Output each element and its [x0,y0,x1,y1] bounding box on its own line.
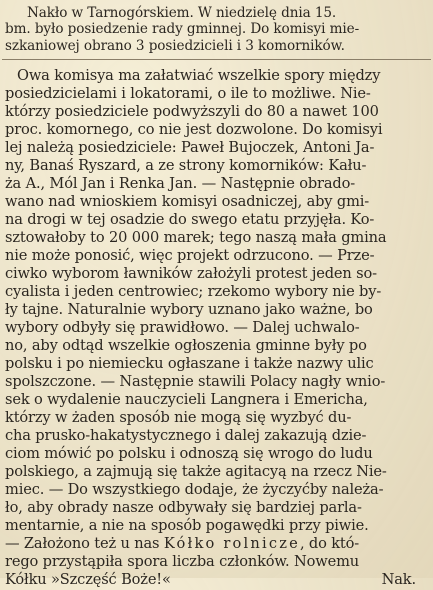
text-segment: — Założono też u nas [5,535,164,552]
text-line: sztowałoby to 20 000 marek; tego naszą mała gmina [5,229,387,246]
text-line: ny, Banaś Ryszard, a ze strony komorników: Kału- [5,157,367,174]
text-line: cha prusko-hakatystycznego i dalej zakazują dzie- [5,427,367,444]
text-line: mentarnie, a nie na sposób pogawędki przy piwie. [5,517,369,534]
closing-text: Kółku »Szczęść Boże!« [5,571,171,588]
signature: Nak. [381,571,416,588]
text-line: rego przystąpiła spora liczba członków. Nowemu [5,553,360,570]
text-line: ły tajne. Naturalnie wybory uznano jako ważne, bo [5,301,373,318]
text-line: wano nad wnioskiem komisyi osadniczej, aby gmi- [5,193,370,210]
text-line: Owa komisya ma załatwiać wszelkie spory między [17,67,381,84]
text-line: sek o wydalenie nauczycieli Langnera i Emericha, [5,391,368,408]
spaced-emphasis: Kółko rolnicze [163,535,300,552]
text-line: którzy w żaden sposób nie mogą się wyzbyć du- [5,409,352,426]
text-line: spolszczone. — Następnie stawili Polacy nagły wnio- [5,373,386,390]
text-line: proc. komornego, co nie jest dozwolone. Do komisyi [5,121,383,138]
text-line: ło, aby obrady nasze odbywały się bardziej parla- [5,499,362,516]
text-line: nie może ponosić, więc projekt odrzucono. — Prze- [5,247,375,264]
text-line: miec. — Do wszystkiego dodaje, że życzyćby należa- [5,481,384,498]
text-line: na drogi w tej osadzie do swego etatu przyjęła. Ko- [5,211,375,228]
text-line: szkaniowej obrano 3 posiedzicieli i 3 komorników. [5,38,345,54]
text-line: Nakło w Tarnogórskiem. W niedzielę dnia 15. [27,5,337,21]
text-line [5,570,428,590]
text-line [5,534,428,554]
text-line: cyalista i jeden centrowiec; rzekomo wybory nie by- [5,283,382,300]
text-line: ciwko wyborom ławników założyli protest jeden so- [5,265,377,282]
text-line: ża A., Mól Jan i Renka Jan. — Następnie obrado- [5,175,356,192]
text-line: ciom mówić po polsku i odnoszą się wrogo do ludu [5,445,373,462]
text-line: polskiego, a zajmują się także agitacyą na rzecz Nie- [5,463,387,480]
text-line: którzy posiedziciele podwyższyli do 80 a nawet 100 [5,103,379,120]
text-line: posiedzicielami i lokatorami, o ile to możliwe. Nie- [5,85,371,102]
text-line: no, aby odtąd wszelkie ogłoszenia gminne były po [5,337,367,354]
text-segment: , do któ- [299,535,360,552]
column-divider [2,59,431,60]
text-line: lej należą posiedziciele: Paweł Bujoczek, Antoni Ja- [5,139,375,156]
text-line: polsku i po niemiecku ogłaszane i także nazwy ulic [5,355,374,372]
text-line: bm. było posiedzenie rady gminnej. Do komisyi mie- [5,21,360,37]
text-line: wybory odbyły się prawidłowo. — Dalej uchwalo- [5,319,360,336]
